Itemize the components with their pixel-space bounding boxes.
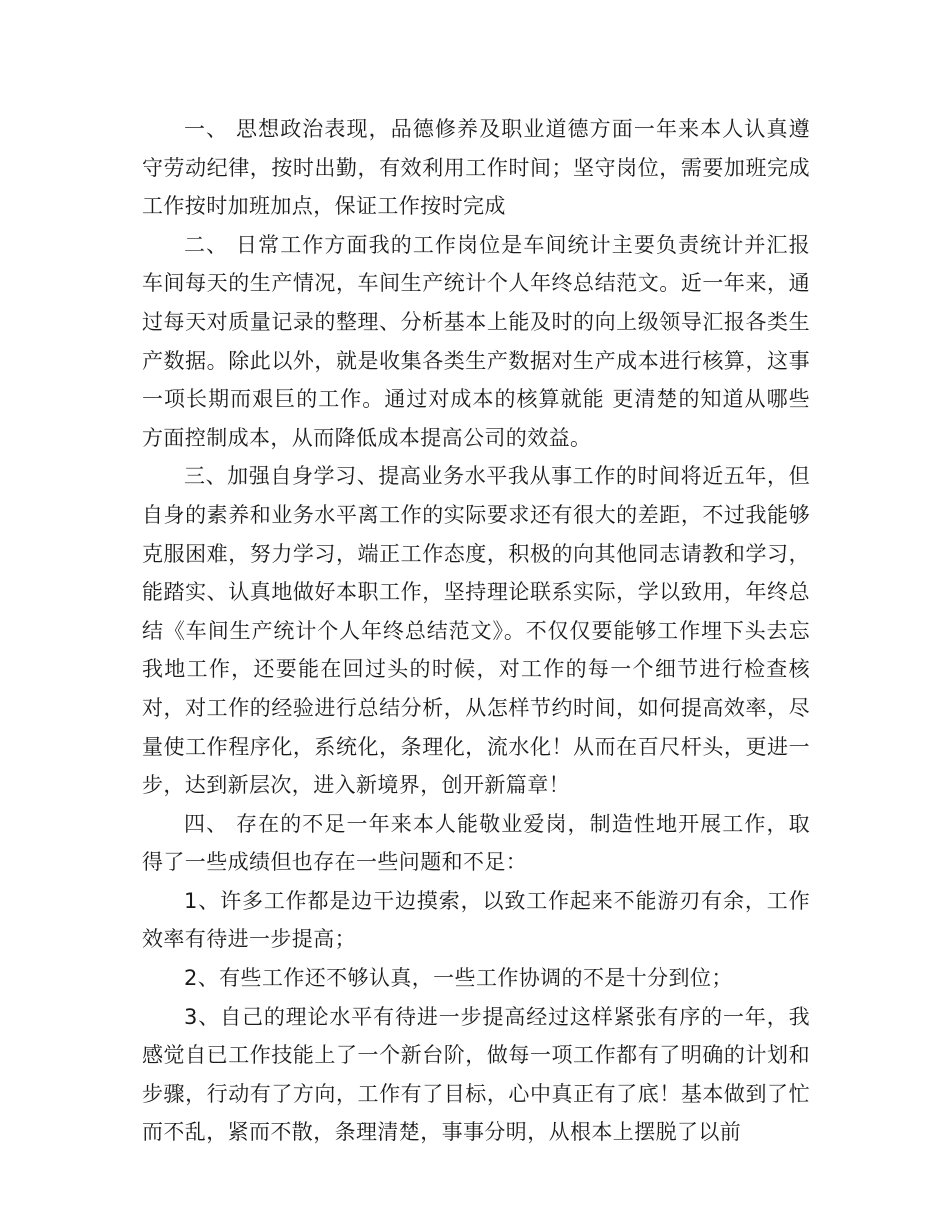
list-item-2: 2、有些工作还不够认真，一些工作协调的不是十分到位； bbox=[184, 966, 733, 991]
paragraph-2-daily-work: 二、 日常工作方面我的工作岗位是车间统计主要负责统计并汇报车间每天的生产情况，车间生产统计个人年终总结范文。近一年来，通过每天对质量记录的整理、分析基本上能及时的向上级领导汇报各类生产数据。除此以外，就是收集各类生产数据对生产成本进行核算，这事一项长期而艰巨的工作。通过对成本的核算就能 更清楚的知道从哪些方面控制成本，从而降低成本提高公司的效益。 bbox=[142, 232, 810, 450]
document-body bbox=[142, 110, 810, 1152]
list-item-1: 1、许多工作都是边干边摸索，以致工作起来不能游刃有余，工作效率有待进一步提高； bbox=[142, 888, 810, 952]
paragraph-3-self-study: 三、加强自身学习、提高业务水平我从事工作的时间将近五年，但自身的素养和业务水平离工作的实际要求还有很大的差距，不过我能够克服困难，努力学习，端正工作态度，积极的向其他同志请教和学习，能踏实、认真地做好本职工作，坚持理论联系实际，学以致用，年终总结《车间生产统计个人年终总结范文》。不仅仅要能够工作埋下头去忘我地工作，还要能在回过头的时候，对工作的每一个细节进行检查核对，对工作的经验进行总结分析，从怎样节约时间，如何提高效率，尽量使工作程序化，系统化，条理化，流水化！从而在百尺杆头，更进一步，达到新层次，进入新境界，创开新篇章！ bbox=[142, 464, 810, 798]
paragraph-1-political-performance: 一、 思想政治表现，品德修养及职业道德方面一年来本人认真遵守劳动纪律，按时出勤，有效利用工作时间；坚守岗位，需要加班完成工作按时加班加点，保证工作按时完成 bbox=[142, 117, 810, 219]
list-item-3: 3、自己的理论水平有待进一步提高经过这样紧张有序的一年，我感觉自已工作技能上了一个新台阶，做每一项工作都有了明确的计划和步骤，行动有了方向，工作有了目标，心中真正有了底！基本做到了忙而不乱，紧而不散，条理清楚，事事分明，从根本上摆脱了以前 bbox=[142, 1004, 810, 1145]
paragraph-4-shortcomings: 四、 存在的不足一年来本人能敬业爱岗，制造性地开展工作，取得了一些成绩但也存在一些问题和不足： bbox=[142, 811, 810, 875]
